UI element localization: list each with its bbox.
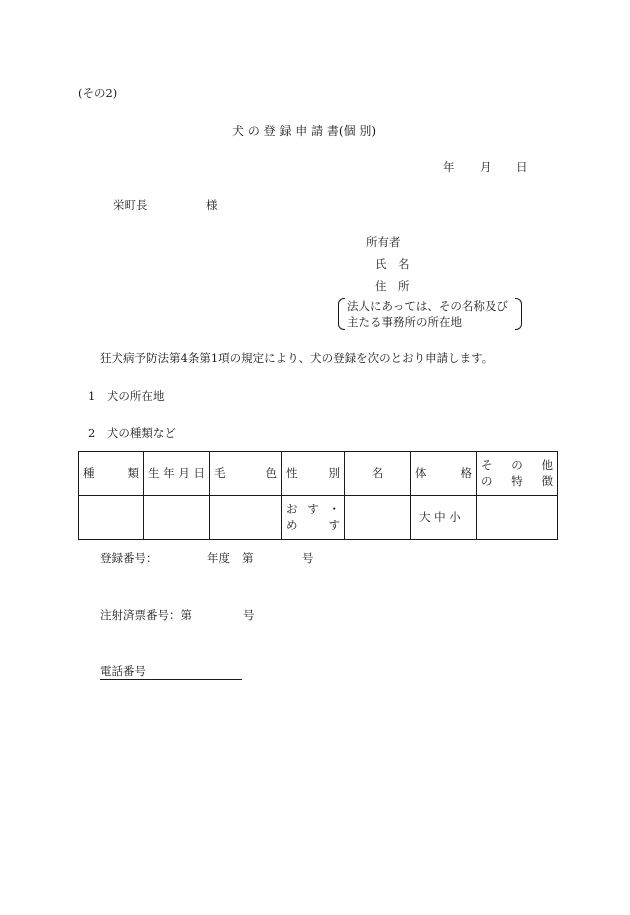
owner-address-label: 住 所: [375, 279, 410, 293]
injection-suffix: 号: [243, 608, 255, 622]
cell-other-features[interactable]: [477, 496, 558, 540]
cell-birthdate[interactable]: [144, 496, 210, 540]
registration-label: 登録番号：: [100, 551, 158, 565]
left-bracket: [338, 298, 345, 330]
right-bracket: [515, 298, 522, 330]
registration-suffix: 号: [302, 551, 314, 565]
phone-field[interactable]: [100, 666, 242, 680]
cell-coat-color[interactable]: [210, 496, 282, 540]
header-sex: 性 別: [282, 452, 345, 496]
header-coat-color: 毛 色: [210, 452, 282, 496]
registration-prefix: 第: [242, 551, 254, 565]
dog-details-table: [78, 451, 558, 540]
owner-name-label: 氏 名: [375, 257, 410, 271]
section-dog-location: 1 犬の所在地: [88, 389, 165, 403]
date-year[interactable]: 年: [443, 160, 455, 174]
corporate-note: [338, 298, 522, 330]
body-text: 狂犬病予防法第4条第1項の規定により、犬の登録を次のとおり申請します。: [100, 351, 494, 365]
header-breed: 種 類: [79, 452, 144, 496]
date-day[interactable]: 日: [516, 160, 528, 174]
cell-breed[interactable]: [79, 496, 144, 540]
addressee-name: 栄町長: [113, 198, 148, 212]
cell-size[interactable]: 大 中 小: [411, 496, 477, 540]
addressee-honorific: 様: [206, 198, 218, 212]
header-name: 名: [345, 452, 411, 496]
page-title: 犬 の 登 録 申 請 書(個 別): [232, 124, 377, 138]
form-number: (その2): [78, 86, 118, 100]
header-birthdate: 生 年 月 日: [144, 452, 210, 496]
phone-label: 電話番号: [100, 664, 146, 678]
date-month[interactable]: 月: [480, 160, 492, 174]
cell-sex[interactable]: お す ・ め す: [282, 496, 345, 540]
header-size: 体 格: [411, 452, 477, 496]
cell-name[interactable]: [345, 496, 411, 540]
corporate-note-line2: 主たる事務所の所在地: [347, 315, 462, 329]
table-header-row: [79, 452, 558, 496]
owner-label: 所有者: [366, 235, 401, 249]
corporate-note-line1: 法人にあっては、その名称及び: [347, 299, 508, 313]
registration-year-suffix: 年度: [207, 551, 230, 565]
header-other-features: そ の 他 の 特 徴: [477, 452, 558, 496]
table-row: [79, 496, 558, 540]
injection-label: 注射済票番号：第: [100, 608, 192, 622]
section-dog-details: 2 犬の種類など: [88, 426, 176, 440]
